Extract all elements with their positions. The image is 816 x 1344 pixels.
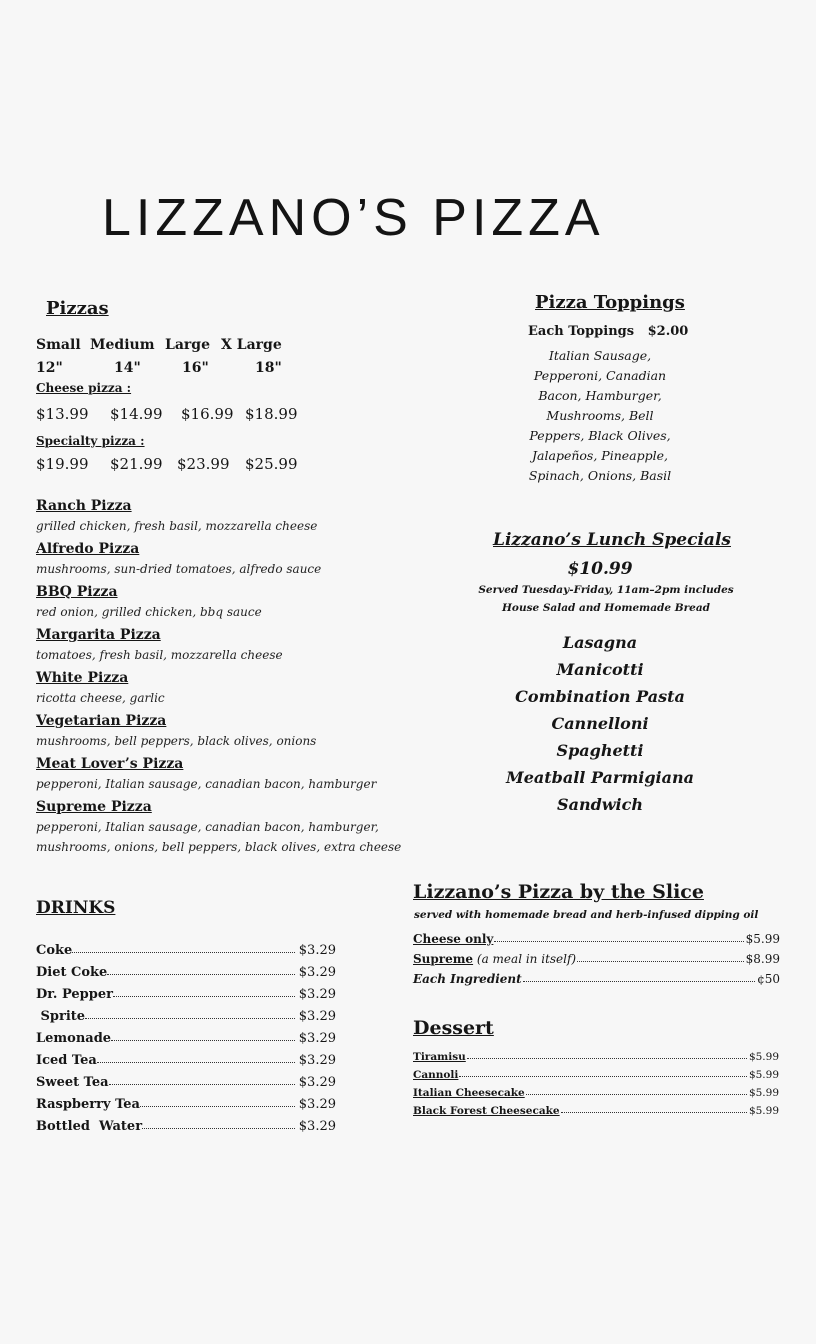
- specialty-price-medium: $21.99: [110, 455, 163, 473]
- list-item: [36, 582, 401, 625]
- size-xlarge: X Large: [221, 337, 282, 353]
- lunch-items: [480, 629, 720, 818]
- leader-dots: [109, 1084, 295, 1085]
- dessert-price: $5.99: [748, 1105, 779, 1117]
- dessert-row: [413, 1099, 779, 1117]
- size-inches: [36, 360, 336, 380]
- toppings-heading: Pizza Toppings: [535, 292, 685, 313]
- lunch-item: Lasagna: [562, 633, 638, 652]
- drinks-list: [36, 936, 336, 1134]
- size-medium: Medium: [90, 337, 155, 353]
- leader-dots: [111, 1040, 295, 1041]
- slice-name: Supreme: [413, 952, 474, 966]
- drink-price: $3.29: [298, 1009, 336, 1024]
- pizza-name: Supreme Pizza: [36, 799, 152, 815]
- specialty-price-large: $23.99: [177, 455, 230, 473]
- lunch-note-1: Served Tuesday-Friday, 11am–2pm includes: [478, 584, 734, 596]
- specialty-price-xlarge: $25.99: [245, 455, 298, 473]
- leader-dots: [85, 1018, 295, 1019]
- lunch-item: Cannelloni: [551, 714, 649, 733]
- topping-line: Bacon, Hamburger,: [538, 388, 662, 403]
- topping-line: Italian Sausage,: [548, 348, 652, 363]
- drink-row: [36, 1068, 336, 1090]
- topping-line: Jalapeños, Pineapple,: [532, 448, 668, 463]
- drink-name: Raspberry Tea: [36, 1097, 140, 1112]
- dessert-heading: Dessert: [413, 1017, 494, 1039]
- pizza-desc: pepperoni, Italian sausage, canadian bacon, hamburger,: [36, 820, 379, 834]
- drink-price: $3.29: [298, 987, 336, 1002]
- list-item: [36, 625, 401, 668]
- dessert-price: $5.99: [748, 1069, 779, 1081]
- dessert-price: $5.99: [748, 1087, 779, 1099]
- size-large: Large: [165, 337, 210, 353]
- cheese-price-large: $16.99: [181, 405, 234, 423]
- drink-row: [36, 1112, 336, 1134]
- drink-name: Dr. Pepper: [36, 987, 113, 1002]
- pizza-desc: grilled chicken, fresh basil, mozzarella cheese: [36, 519, 318, 533]
- pizza-name: Meat Lover’s Pizza: [36, 756, 184, 772]
- toppings-price: [528, 324, 688, 339]
- dessert-row: [413, 1081, 779, 1099]
- lunch-note-2: House Salad and Homemade Bread: [502, 602, 710, 614]
- lunch-item: Spaghetti: [556, 741, 644, 760]
- leader-dots: [494, 941, 743, 942]
- pizza-name: Margarita Pizza: [36, 627, 161, 643]
- drink-name: Sweet Tea: [36, 1075, 109, 1090]
- leader-dots: [97, 1062, 295, 1063]
- pizza-desc: mushrooms, sun-dried tomatoes, alfredo sauce: [36, 562, 322, 576]
- leader-dots: [142, 1128, 295, 1129]
- drinks-heading: DRINKS: [36, 898, 116, 918]
- drink-row: [36, 980, 336, 1002]
- leader-dots: [72, 952, 294, 953]
- drink-row: [36, 936, 336, 958]
- pizza-name: Alfredo Pizza: [36, 541, 140, 557]
- slice-price: ¢50: [757, 972, 780, 986]
- slice-row: [413, 926, 780, 946]
- pizza-desc: mushrooms, bell peppers, black olives, onions: [36, 734, 317, 748]
- dessert-name: Black Forest Cheesecake: [413, 1105, 560, 1117]
- pizza-desc-continued: mushrooms, onions, bell peppers, black olives, extra cheese: [36, 840, 402, 854]
- slice-list: [413, 926, 780, 986]
- lunch-heading: Lizzano’s Lunch Specials: [493, 530, 731, 550]
- slice-row: [413, 966, 780, 986]
- dessert-price: $5.99: [748, 1051, 779, 1063]
- dessert-name: Italian Cheesecake: [413, 1087, 525, 1099]
- cheese-pizza-label: Cheese pizza :: [36, 381, 132, 395]
- drink-name: Diet Coke: [36, 965, 108, 980]
- cheese-price-medium: $14.99: [110, 405, 163, 423]
- dessert-row: [413, 1063, 779, 1081]
- lunch-item: Meatball Parmigiana: [506, 768, 694, 787]
- drink-price: $3.29: [298, 1031, 336, 1046]
- topping-line: Pepperoni, Canadian: [533, 368, 667, 383]
- pizza-list: [36, 496, 402, 854]
- size-small: Small: [36, 337, 81, 353]
- inch-xlarge: 18": [255, 360, 282, 376]
- drink-name: Iced Tea: [36, 1053, 97, 1068]
- drink-name: Bottled Water: [36, 1119, 143, 1134]
- dessert-name: Tiramisu: [413, 1051, 466, 1063]
- page-title: LIZZANO’S PIZZA: [102, 189, 605, 247]
- specialty-pizza-label: Specialty pizza :: [36, 434, 145, 448]
- pizzas-heading: Pizzas: [46, 298, 109, 319]
- slice-price: $8.99: [745, 952, 780, 966]
- leader-dots: [113, 996, 295, 997]
- pizza-name: Vegetarian Pizza: [36, 713, 167, 729]
- topping-line: Spinach, Onions, Basil: [528, 468, 672, 483]
- slice-name: Cheese only: [413, 932, 494, 946]
- slice-name: Each Ingredient: [413, 972, 522, 986]
- slice-heading: Lizzano’s Pizza by the Slice: [413, 881, 704, 903]
- cheese-price-row: [36, 405, 336, 427]
- pizza-desc: red onion, grilled chicken, bbq sauce: [36, 605, 262, 619]
- specialty-price-small: $19.99: [36, 455, 89, 473]
- list-item: [36, 797, 402, 854]
- drink-price: $3.29: [298, 1053, 336, 1068]
- cheese-price-xlarge: $18.99: [245, 405, 298, 423]
- leader-dots: [107, 974, 294, 975]
- drink-price: $3.29: [298, 1097, 336, 1112]
- drink-price: $3.29: [298, 1075, 336, 1090]
- drink-row: [36, 958, 336, 980]
- pizza-name: BBQ Pizza: [36, 584, 118, 600]
- drink-price: $3.29: [298, 965, 336, 980]
- slice-note: (a meal in itself): [476, 952, 577, 966]
- list-item: [36, 668, 401, 711]
- toppings-price-label: Each Toppings: [528, 324, 635, 339]
- slice-row: [413, 946, 780, 966]
- size-header: [36, 337, 336, 357]
- list-item: [36, 711, 401, 754]
- inch-large: 16": [182, 360, 209, 376]
- drink-name: Sprite: [36, 1009, 86, 1024]
- slice-subtitle: served with homemade bread and herb-infused dipping oil: [414, 909, 759, 921]
- dessert-row: [413, 1045, 779, 1063]
- leader-dots: [467, 1058, 747, 1059]
- pizza-name: Ranch Pizza: [36, 498, 132, 514]
- specialty-price-row: [36, 455, 336, 477]
- inch-small: 12": [36, 360, 63, 376]
- pizza-desc: ricotta cheese, garlic: [36, 691, 165, 705]
- toppings-list: [500, 346, 700, 486]
- drink-price: $3.29: [298, 1119, 336, 1134]
- drink-name: Coke: [36, 943, 73, 958]
- pizza-desc: pepperoni, Italian sausage, canadian bacon, hamburger: [36, 777, 377, 791]
- dessert-list: [413, 1045, 779, 1117]
- topping-line: Mushrooms, Bell: [546, 408, 654, 423]
- drink-row: [36, 1024, 336, 1046]
- dessert-name: Cannoli: [413, 1069, 459, 1081]
- leader-dots: [577, 961, 744, 962]
- lunch-item: Sandwich: [557, 795, 643, 814]
- lunch-item: Combination Pasta: [515, 687, 685, 706]
- pizza-name: White Pizza: [36, 670, 129, 686]
- leader-dots: [459, 1076, 747, 1077]
- drink-row: [36, 1046, 336, 1068]
- list-item: [36, 539, 401, 582]
- leader-dots: [561, 1112, 747, 1113]
- lunch-item: Manicotti: [556, 660, 644, 679]
- lunch-price: $10.99: [567, 559, 633, 579]
- list-item: [36, 496, 401, 539]
- cheese-price-small: $13.99: [36, 405, 89, 423]
- leader-dots: [140, 1106, 295, 1107]
- list-item: [36, 754, 401, 797]
- toppings-price-value: $2.00: [647, 324, 689, 339]
- inch-medium: 14": [114, 360, 141, 376]
- drink-row: [36, 1090, 336, 1112]
- slice-price: $5.99: [745, 932, 780, 946]
- leader-dots: [523, 981, 755, 982]
- drink-row: [36, 1002, 336, 1024]
- pizza-desc: tomatoes, fresh basil, mozzarella cheese: [36, 648, 283, 662]
- topping-line: Peppers, Black Olives,: [529, 428, 671, 443]
- drink-name: Lemonade: [36, 1031, 112, 1046]
- leader-dots: [526, 1094, 747, 1095]
- drink-price: $3.29: [298, 943, 336, 958]
